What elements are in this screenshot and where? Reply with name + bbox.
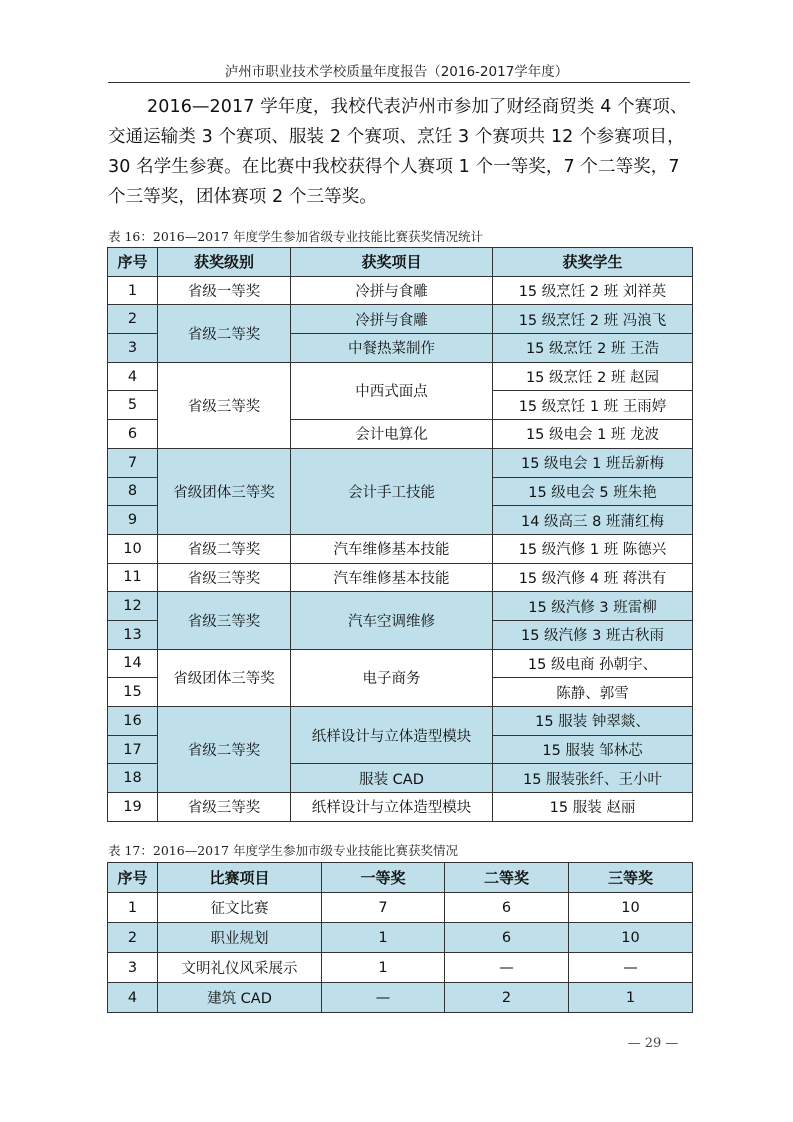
col-header: 二等奖	[445, 863, 569, 893]
col-header: 序号	[108, 248, 158, 277]
row-number: 7	[108, 448, 158, 477]
table-row	[108, 448, 693, 477]
row-number: 9	[108, 506, 158, 535]
row-number: 16	[108, 707, 158, 736]
award-level: 省级二等奖	[158, 305, 291, 362]
table-row	[108, 362, 693, 391]
row-number: 12	[108, 592, 158, 621]
row-number: 2	[108, 923, 158, 953]
award-project: 服装 CAD	[291, 764, 493, 793]
award-project: 汽车维修基本技能	[291, 534, 493, 563]
award-project: 纸样设计与立体造型模块	[291, 793, 493, 822]
row-number: 2	[108, 305, 158, 334]
row-number: 17	[108, 735, 158, 764]
row-number: 14	[108, 649, 158, 678]
row-number: 4	[108, 362, 158, 391]
row-number: 4	[108, 983, 158, 1013]
row-number: 19	[108, 793, 158, 822]
table17	[107, 862, 693, 1013]
table-row	[108, 707, 693, 736]
award-student: 15 级烹饪 2 班 刘祥英	[493, 276, 693, 305]
second-prize-count: 6	[445, 923, 569, 953]
row-number: 15	[108, 678, 158, 707]
table-row	[108, 276, 693, 305]
table-row	[108, 893, 693, 923]
award-project: 冷拼与食雕	[291, 305, 493, 334]
table-row	[108, 983, 693, 1013]
col-header: 三等奖	[569, 863, 693, 893]
table-row	[108, 534, 693, 563]
award-student: 15 级汽修 4 班 蒋洪有	[493, 563, 693, 592]
award-student: 15 级汽修 3 班雷柳	[493, 592, 693, 621]
third-prize-count: 1	[569, 983, 693, 1013]
award-student: 15 级汽修 3 班古秋雨	[493, 620, 693, 649]
award-student: 15 服装张纤、王小叶	[493, 764, 693, 793]
first-prize-count: 7	[322, 893, 445, 923]
award-student: 15 级电会 1 班 龙波	[493, 420, 693, 449]
col-header: 获奖项目	[291, 248, 493, 277]
page-number: — 29 —	[627, 1036, 679, 1051]
award-level: 省级二等奖	[158, 707, 291, 793]
award-project: 汽车空调维修	[291, 592, 493, 649]
award-project: 冷拼与食雕	[291, 276, 493, 305]
col-header: 序号	[108, 863, 158, 893]
row-number: 13	[108, 620, 158, 649]
table-row	[108, 793, 693, 822]
col-header: 比赛项目	[158, 863, 322, 893]
award-level: 省级三等奖	[158, 592, 291, 649]
award-project: 中餐热菜制作	[291, 334, 493, 363]
second-prize-count: —	[445, 953, 569, 983]
row-number: 6	[108, 420, 158, 449]
running-header: 泸州市职业技术学校质量年度报告（2016-2017学年度）	[224, 64, 569, 80]
row-number: 8	[108, 477, 158, 506]
award-level: 省级团体三等奖	[158, 448, 291, 534]
award-student: 15 级电会 1 班岳新梅	[493, 448, 693, 477]
award-student: 陈静、郭雪	[493, 678, 693, 707]
award-student: 15 级烹饪 2 班 冯浪飞	[493, 305, 693, 334]
row-number: 5	[108, 391, 158, 420]
competition-name: 建筑 CAD	[158, 983, 322, 1013]
table-row	[108, 592, 693, 621]
award-project: 会计电算化	[291, 420, 493, 449]
row-number: 18	[108, 764, 158, 793]
award-level: 省级团体三等奖	[158, 649, 291, 706]
table-header-row	[108, 248, 693, 277]
table-row	[108, 563, 693, 592]
award-student: 15 级烹饪 1 班 王雨婷	[493, 391, 693, 420]
award-student: 15 服装 邹林芯	[493, 735, 693, 764]
first-prize-count: —	[322, 983, 445, 1013]
table-row	[108, 305, 693, 334]
third-prize-count: —	[569, 953, 693, 983]
first-prize-count: 1	[322, 953, 445, 983]
table16-caption: 表 16：2016—2017 年度学生参加省级专业技能比赛获奖情况统计	[108, 229, 483, 244]
table16	[107, 247, 693, 822]
award-student: 15 服装 赵丽	[493, 793, 693, 822]
award-student: 14 级高三 8 班蒲红梅	[493, 506, 693, 535]
table-row	[108, 953, 693, 983]
row-number: 1	[108, 276, 158, 305]
award-project: 汽车维修基本技能	[291, 563, 493, 592]
col-header: 一等奖	[322, 863, 445, 893]
col-header: 获奖学生	[493, 248, 693, 277]
row-number: 11	[108, 563, 158, 592]
header-rule	[108, 82, 690, 83]
col-header: 获奖级别	[158, 248, 291, 277]
award-project: 纸样设计与立体造型模块	[291, 707, 493, 764]
third-prize-count: 10	[569, 893, 693, 923]
award-project: 中西式面点	[291, 362, 493, 419]
first-prize-count: 1	[322, 923, 445, 953]
intro-paragraph: 2016—2017 学年度，我校代表泸州市参加了财经商贸类 4 个赛项、交通运输类 3 个赛项、服装 2 个赛项、烹饪 3 个赛项共 12 个参赛项目，30 名学生参赛。在比赛中我校获得个人赛项 1 个一等奖，7 个二等奖，7 个三等奖，团体赛项 2 个三等奖。	[108, 97, 688, 207]
table-row	[108, 923, 693, 953]
row-number: 1	[108, 893, 158, 923]
row-number: 3	[108, 334, 158, 363]
award-student: 15 级烹饪 2 班 王浩	[493, 334, 693, 363]
award-level: 省级一等奖	[158, 276, 291, 305]
table-row	[108, 649, 693, 678]
table-header-row	[108, 863, 693, 893]
second-prize-count: 6	[445, 893, 569, 923]
award-project: 会计手工技能	[291, 448, 493, 534]
competition-name: 职业规划	[158, 923, 322, 953]
third-prize-count: 10	[569, 923, 693, 953]
award-student: 15 级电会 5 班朱艳	[493, 477, 693, 506]
row-number: 10	[108, 534, 158, 563]
second-prize-count: 2	[445, 983, 569, 1013]
award-level: 省级三等奖	[158, 563, 291, 592]
award-student: 15 级烹饪 2 班 赵园	[493, 362, 693, 391]
competition-name: 征文比赛	[158, 893, 322, 923]
award-student: 15 级汽修 1 班 陈德兴	[493, 534, 693, 563]
award-project: 电子商务	[291, 649, 493, 706]
award-level: 省级二等奖	[158, 534, 291, 563]
award-student: 15 级电商 孙朝宇、	[493, 649, 693, 678]
table17-caption: 表 17：2016—2017 年度学生参加市级专业技能比赛获奖情况	[108, 843, 458, 858]
competition-name: 文明礼仪风采展示	[158, 953, 322, 983]
award-level: 省级三等奖	[158, 362, 291, 448]
row-number: 3	[108, 953, 158, 983]
award-student: 15 服装 钟翠燚、	[493, 707, 693, 736]
award-level: 省级三等奖	[158, 793, 291, 822]
